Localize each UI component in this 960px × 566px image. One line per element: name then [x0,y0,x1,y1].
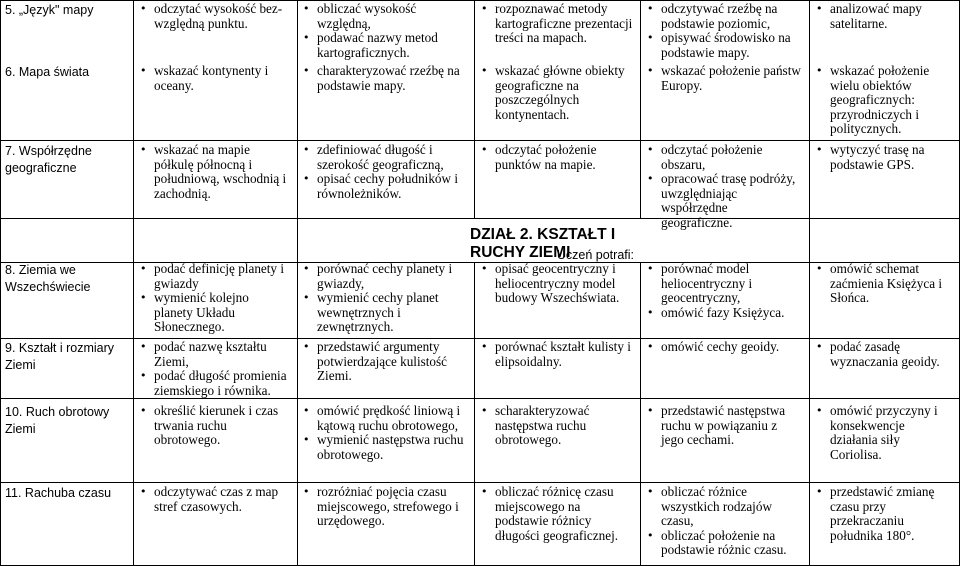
bullet-icon: • [481,262,488,275]
requirement-cell [816,64,954,137]
requirement-text: omówić przyczyny i konsekwencje działania siły Coriolisa. [830,403,938,462]
requirement-text: podawać nazwy metod kartograficznych. [317,30,438,60]
requirement-cell [481,485,634,543]
requirement-cell [140,485,290,514]
requirement-text: odczytać położenie obszaru, [661,142,763,172]
row-topic: 7. Współrzędne geograficzne [5,144,92,175]
requirement-cell [816,262,954,306]
requirement-text: obliczać różnicę czasu miejscowego na podstawie różnicy długości geograficznej. [495,484,619,543]
requirement-text: podać długość promienia ziemskiego i równika. [154,368,287,398]
requirement-item [481,262,634,306]
requirement-text: odczytać położenie punktów na mapie. [495,142,597,172]
bullet-icon: • [140,404,147,417]
bullet-icon: • [140,262,147,275]
requirement-item [303,291,468,335]
requirement-text: wskazać główne obiekty geograficzne na poszczególnych kontynentach. [495,63,625,122]
requirement-cell [303,404,468,462]
requirement-text: omówić cechy geoidy. [661,339,780,354]
requirement-cell [140,64,290,93]
requirement-item [140,404,290,448]
bullet-icon: • [647,2,654,15]
requirement-text: wymienić następstwa ruchu obrotowego. [317,432,464,462]
requirement-item [816,262,954,306]
requirement-cell [481,64,634,122]
requirement-text: rozpoznawać metody kartograficzne prezentacji treści na mapach. [495,1,633,46]
bullet-icon: • [303,404,310,417]
bullet-icon: • [647,528,654,542]
requirement-text: omówić prędkość liniową i kątową ruchu obrotowego, [317,403,461,433]
bullet-icon: • [303,172,310,186]
requirement-text: wskazać położenie państw Europy. [661,63,801,93]
requirement-item [481,64,634,122]
bullet-icon: • [303,143,310,156]
bullet-icon: • [481,143,488,156]
row-topic: 11. Rachuba czasu [5,486,112,500]
bullet-icon: • [140,485,147,498]
bullet-icon: • [303,291,310,305]
bullet-icon: • [647,404,654,417]
requirement-cell [140,340,290,398]
requirement-cell [481,2,634,46]
requirement-text: odczytać wysokość bez-względną punktu. [154,1,283,31]
requirement-item [816,404,954,462]
requirement-text: omówić fazy Księżyca. [661,304,785,320]
requirement-cell [816,485,954,543]
requirement-text: przedstawić argumenty potwierdzające kulistość Ziemi. [317,339,447,384]
requirement-text: charakteryzować rzeźbę na podstawie mapy. [317,63,460,93]
requirement-text: scharakteryzować następstwa ruchu obrotowego. [495,403,590,448]
requirement-item [303,143,468,172]
bullet-icon: • [140,340,147,353]
requirement-text: wymienić cechy planet wewnętrznych i zewnętrznych. [317,290,439,335]
requirement-cell [647,2,802,60]
row-topic: 9. Kształt i rozmiary Ziemi [5,341,115,372]
requirement-item [647,404,802,448]
requirement-cell [816,143,954,172]
requirement-item [140,262,290,291]
requirement-text: rozróżniać pojęcia czasu miejscowego, strefowego i urzędowego. [317,484,459,529]
requirement-item [140,340,290,369]
requirement-cell [816,2,954,31]
bullet-icon: • [647,172,654,186]
requirement-item [303,262,468,291]
requirement-text: opracować trasę podróży, uwzględniając współrzędne geograficzne. [661,171,796,230]
requirement-item [481,143,634,172]
requirement-cell [303,262,468,335]
requirement-cell [647,340,802,355]
bullet-icon: • [816,262,823,275]
requirement-cell [481,143,634,172]
requirement-cell [481,340,634,369]
requirement-item [647,64,802,93]
bullet-icon: • [816,64,823,77]
row-topic: 5. „Język" mapy [5,3,94,17]
requirement-item [303,485,468,529]
requirement-item [647,485,802,529]
requirement-item [140,143,290,201]
requirement-text: obliczać wysokość względną, [317,1,417,31]
requirement-item [647,172,802,230]
requirement-item [816,340,954,369]
bullet-icon: • [140,291,147,305]
bullet-icon: • [816,2,823,15]
bullet-icon: • [816,404,823,417]
requirement-cell [303,340,468,384]
bullet-icon: • [647,143,654,156]
requirement-text: porównać model heliocentryczny i geocentryczny, [661,261,753,306]
bullet-icon: • [303,64,310,77]
requirement-text: podać zasadę wyznaczania geoidy. [830,339,940,369]
requirement-cell [303,64,468,93]
requirement-item [140,369,290,398]
requirement-item [303,2,468,31]
requirement-cell [481,404,634,448]
requirement-item [647,306,802,321]
bullet-icon: • [647,305,654,319]
bullet-icon: • [303,340,310,353]
bullet-icon: • [481,2,488,15]
requirement-text: wymienić kolejno planety Układu Słonecznego. [154,290,249,335]
bullet-icon: • [140,369,147,383]
requirement-text: wskazać położenie wielu obiektów geograficznych: przyrodniczych i politycznych. [830,63,930,137]
requirement-item [647,340,802,355]
requirement-item [303,64,468,93]
requirement-text: obliczać różnice wszystkich rodzajów czasu, [661,484,772,529]
requirement-item [647,31,802,60]
requirement-item [816,64,954,137]
requirement-cell [140,404,290,448]
requirement-text: przedstawić następstwa ruchu w powiązaniu z jego cechami. [661,403,786,448]
requirement-text: porównać kształt kulisty i elipsoidalny. [495,339,631,369]
requirement-cell [140,2,290,31]
requirement-item [647,262,802,306]
bullet-icon: • [303,485,310,498]
requirement-cell [647,262,802,320]
section-subtitle: Uczeń potrafi: [556,248,634,262]
requirement-cell [647,404,802,448]
requirement-item [140,291,290,335]
requirement-text: przedstawić zmianę czasu przy przekraczaniu południka 180°. [830,484,935,543]
bullet-icon: • [140,64,147,77]
requirement-cell [140,262,290,335]
bullet-icon: • [647,262,654,275]
requirement-item [481,2,634,46]
requirement-item [303,172,468,201]
requirement-item [816,485,954,543]
bullet-icon: • [303,2,310,15]
requirement-item [481,340,634,369]
bullet-icon: • [647,64,654,77]
requirement-item [303,433,468,462]
row-topic: 6. Mapa świata [5,65,90,79]
requirement-item [303,404,468,433]
requirement-cell [816,340,954,369]
requirement-cell [816,404,954,462]
requirement-text: opisać geocentryczny i heliocentryczny model budowy Wszechświata. [495,261,620,306]
bullet-icon: • [140,2,147,15]
bullet-icon: • [816,485,823,498]
requirement-text: zdefiniować długość i szerokość geograficzną, [317,142,444,172]
bullet-icon: • [481,340,488,353]
bullet-icon: • [647,340,654,353]
bullet-icon: • [481,64,488,77]
row-topic: 10. Ruch obrotowy Ziemi [5,405,110,436]
bullet-icon: • [303,433,310,447]
requirement-cell [303,143,468,201]
requirement-item [140,64,290,93]
requirement-text: obliczać położenie na podstawie różnic czasu. [661,527,787,558]
requirement-text: podać nazwę kształtu Ziemi, [154,339,267,369]
requirement-item [303,340,468,384]
requirement-item [140,2,290,31]
requirement-text: wskazać kontynenty i oceany. [154,63,269,93]
requirement-item [303,31,468,60]
requirement-item [816,143,954,172]
requirement-cell [481,262,634,306]
requirement-cell [303,2,468,60]
bullet-icon: • [303,262,310,275]
bullet-icon: • [647,31,654,45]
requirement-cell [303,485,468,529]
section-title: DZIAŁ 2. KSZTAŁT I RUCHY ZIEMI [470,226,616,261]
requirement-text: określić kierunek i czas trwania ruchu obrotowego. [154,403,279,448]
bullet-icon: • [647,485,654,498]
requirement-item [647,2,802,31]
requirement-item [481,404,634,448]
row-topic: 8. Ziemia we Wszechświecie [5,263,91,294]
requirement-text: podać definicję planety i gwiazdy [154,261,284,291]
bullet-icon: • [816,340,823,353]
requirement-text: odczytywać rzeźbę na podstawie poziomic, [661,1,778,31]
requirement-text: opisać cechy południków i równoleżników. [317,171,458,201]
requirement-cell [647,143,802,231]
requirement-text: opisywać środowisko na podstawie mapy. [661,30,791,60]
requirement-item [140,485,290,514]
requirement-text: analizować mapy satelitarne. [830,1,922,31]
bullet-icon: • [816,143,823,156]
requirement-text: omówić schemat zaćmienia Księżyca i Słońca. [830,261,943,306]
requirement-item [816,2,954,31]
bullet-icon: • [140,143,147,156]
requirement-text: wskazać na mapie półkulę północną i południową, wschodnią i zachodnią. [154,142,287,201]
bullet-icon: • [303,31,310,45]
requirement-item [481,485,634,543]
requirement-cell [647,64,802,93]
bullet-icon: • [481,485,488,498]
requirement-text: odczytywać czas z map stref czasowych. [154,484,279,514]
requirement-item [647,143,802,172]
requirement-item [647,529,802,558]
requirement-text: wytyczyć trasę na podstawie GPS. [830,142,925,172]
bullet-icon: • [481,404,488,417]
requirement-text: porównać cechy planety i gwiazdy, [317,261,453,291]
requirement-cell [647,485,802,558]
requirement-cell [140,143,290,201]
